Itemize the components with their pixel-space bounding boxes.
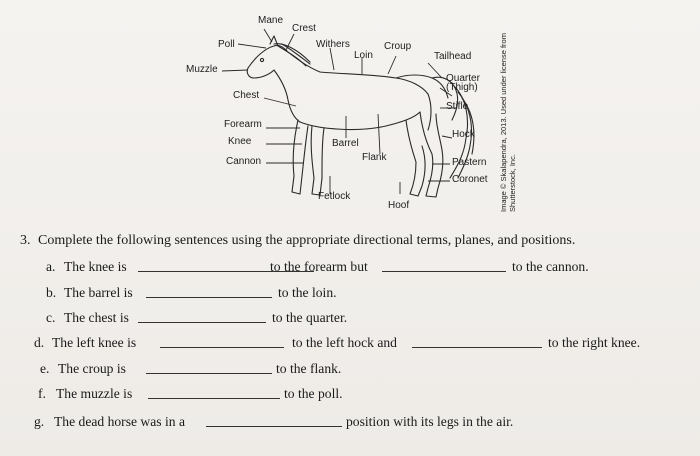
- item-d-letter: d.: [34, 335, 45, 350]
- question-prompt: [20, 233, 575, 249]
- item-e-text-1: The croup is: [58, 361, 126, 376]
- label-chest: Chest: [233, 90, 260, 101]
- item-e-letter: e.: [40, 361, 50, 376]
- item-e-text-2: to the flank.: [276, 361, 342, 376]
- label-hock: Hock: [452, 129, 475, 140]
- label-stifle: Stifle: [446, 101, 469, 112]
- label-barrel: Barrel: [332, 138, 359, 149]
- horse-anatomy-diagram: [170, 8, 530, 220]
- label-loin: Loin: [354, 50, 373, 61]
- item-a-letter: a.: [46, 259, 56, 274]
- item-a-blank-2[interactable]: [382, 271, 506, 272]
- label-muzzle: Muzzle: [186, 64, 218, 75]
- image-credit-line-2: Shutterstock, Inc.: [507, 154, 517, 212]
- label-withers: Withers: [316, 39, 350, 50]
- item-a: [46, 258, 666, 276]
- item-c: [46, 309, 666, 327]
- item-f-letter: f.: [38, 386, 46, 401]
- item-b-letter: b.: [46, 285, 57, 300]
- item-b-text-2: to the loin.: [278, 285, 337, 300]
- item-d-text-3: to the right knee.: [548, 335, 641, 350]
- item-f: [38, 385, 658, 403]
- item-b-blank-1[interactable]: [146, 297, 272, 298]
- label-quarter: Quarter: [446, 73, 480, 84]
- item-f-text-2: to the poll.: [284, 386, 343, 401]
- label-flank: Flank: [362, 152, 387, 163]
- label-crest: Crest: [292, 23, 316, 34]
- label-knee: Knee: [228, 136, 252, 147]
- item-c-blank-1[interactable]: [138, 322, 266, 323]
- label-coronet: Coronet: [452, 174, 488, 185]
- item-g-text-2: position with its legs in the air.: [346, 414, 514, 429]
- item-a-text-3: to the cannon.: [512, 259, 589, 274]
- label-croup: Croup: [384, 41, 412, 52]
- item-b-text-1: The barrel is: [64, 285, 133, 300]
- label-fetlock: Fetlock: [318, 191, 351, 202]
- image-credit: [500, 30, 517, 212]
- question-number: 3.: [20, 233, 31, 248]
- label-pastern: Pastern: [452, 157, 487, 168]
- item-d-text-2: to the left hock and: [292, 335, 397, 350]
- question-text: Complete the following sentences using the appropriate directional terms, planes, and positions.: [38, 233, 576, 248]
- item-g-text-1: The dead horse was in a: [54, 414, 185, 429]
- item-d: [34, 334, 674, 352]
- image-credit-line-1: Image © Skalapendra, 2013. Used under license from: [499, 33, 508, 212]
- item-g-blank-1[interactable]: [206, 426, 342, 427]
- item-e: [40, 360, 660, 378]
- label-forearm: Forearm: [224, 119, 262, 130]
- item-e-blank-1[interactable]: [146, 373, 272, 374]
- item-c-text-1: The chest is: [64, 310, 129, 325]
- item-g: [34, 413, 674, 431]
- item-a-text-1: The knee is: [64, 259, 127, 274]
- item-b: [46, 284, 666, 302]
- label-mane: Mane: [258, 15, 284, 26]
- item-a-text-2: to the forearm but: [270, 259, 368, 274]
- label-thigh: (Thigh): [446, 82, 478, 93]
- label-tailhead: Tailhead: [434, 51, 472, 62]
- item-c-text-2: to the quarter.: [272, 310, 348, 325]
- item-d-blank-2[interactable]: [412, 347, 542, 348]
- item-d-blank-1[interactable]: [160, 347, 284, 348]
- item-d-text-1: The left knee is: [52, 335, 137, 350]
- item-g-letter: g.: [34, 414, 45, 429]
- item-f-blank-1[interactable]: [148, 398, 280, 399]
- item-c-letter: c.: [46, 310, 56, 325]
- label-poll: Poll: [218, 39, 235, 50]
- item-f-text-1: The muzzle is: [56, 386, 133, 401]
- label-hoof: Hoof: [388, 200, 410, 211]
- label-cannon: Cannon: [226, 156, 262, 167]
